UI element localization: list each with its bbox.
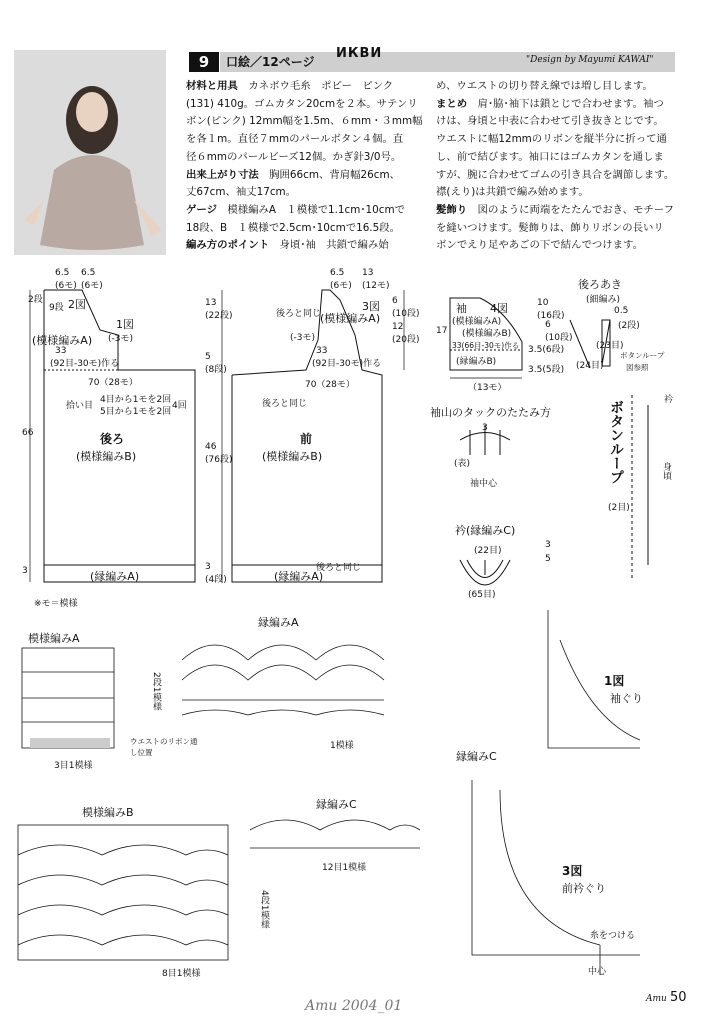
button-loop-diagram xyxy=(632,395,648,580)
back-neck-9: 9段 xyxy=(49,303,64,313)
button-loop-title: ボタンループ xyxy=(608,400,624,484)
back-pickup-1: 4目から1モを2回 xyxy=(100,395,172,405)
header-title: 口絵／12ページ xyxy=(226,55,315,69)
back-fig-sub: (-3モ) xyxy=(108,334,133,344)
pattern-b-rows: 4段1模様 xyxy=(259,890,269,929)
sleeve-r6: 6 (10段) xyxy=(545,320,573,343)
front-fig: 3図 xyxy=(362,300,380,313)
fig3-center: 中心 xyxy=(588,967,607,977)
back-opening-s23: (23目) xyxy=(596,341,624,351)
back-opening-s24: (24目) xyxy=(576,361,604,371)
button-loop-body: 身頃 xyxy=(661,462,671,480)
button-loop-eri: 衿 xyxy=(664,395,674,405)
tuck-center: 袖中心 xyxy=(470,479,498,489)
header-logo: ИКВИ xyxy=(336,46,383,61)
front-same-1: 後ろと同じ xyxy=(276,309,322,319)
design-credit: "Design by Mayumi KAWAI" xyxy=(526,55,654,65)
back-pattern-a: (模様編みA) xyxy=(32,334,93,347)
back-top-a: 6.5 (6モ) xyxy=(55,268,77,291)
front-title: 前 xyxy=(300,432,313,446)
tuck-title: 袖山のタックのたたみ方 xyxy=(430,406,551,419)
sleeve-sub: 33(66目-30モ)作る xyxy=(452,341,520,350)
back-opening-title: 後ろあき xyxy=(578,278,622,291)
back-top-b: 6.5 (6モ) xyxy=(81,268,103,291)
fig3-edge: 縁編みC xyxy=(456,750,497,763)
back-pickup: 拾い目 xyxy=(66,401,94,411)
footer-brand: Amu xyxy=(646,994,667,1004)
collar-s65: (65目) xyxy=(468,590,496,600)
fig3-title: 3図 xyxy=(562,864,583,878)
back-opening-ref: 図参照 xyxy=(626,363,649,372)
button-loop-s2: (2目) xyxy=(608,503,630,513)
fig3-sub: 前衿ぐり xyxy=(562,882,606,895)
front-right-a: 6 (10段) xyxy=(392,296,420,319)
pattern-a-repeat: 3目1模様 xyxy=(54,761,93,771)
front-h5: 5 (8段) xyxy=(205,352,227,375)
instructions-right: め、ウエストの切り替え線では増し目します。 まとめ 肩･脇･袖下は鎖とじで合わせます。袖つ けは、身頃と中表に合わせて引き抜きとじです。 ウエストに幅12mmのリボンを縦半分に折って通 し、前で結びます。袖口にはゴムカタンを通しま すが、腕に合わせてゴムの引き具合を調節します。 襟(えり)は共鎖で編み始めます。 髪飾り 図のように両端をたたんでおき、モチーフ を縫いつけます。髪飾りは、飾りリボンの長いリ ボンでえり足やあごの下で結んでつけます。 xyxy=(436,80,675,252)
sleeve-width: （13モ） xyxy=(468,383,507,393)
pattern-a-title: 模様編みA xyxy=(28,632,80,645)
pattern-b-repeat: 8目1模様 xyxy=(162,969,201,979)
front-same-3: 後ろと同じ xyxy=(316,563,362,573)
front-top-a: 6.5 (6モ) xyxy=(330,268,352,291)
sleeve-r35b: 3.5(5段) xyxy=(528,365,565,375)
back-hem-h: 3 xyxy=(22,566,28,576)
front-body-h: 46 (76段) xyxy=(205,442,233,465)
pattern-a-rows: 2段1模様 xyxy=(151,672,161,711)
sleeve-pattern-a: (模様編みA) xyxy=(452,317,502,327)
edge-a-chart xyxy=(182,645,384,715)
front-pattern-a: (模様編みA) xyxy=(320,312,381,325)
page-number: 50 xyxy=(670,990,687,1005)
back-hem: (縁編みA) xyxy=(90,570,140,583)
fig3-chart xyxy=(472,780,640,975)
back-opening-sub: (細編み) xyxy=(586,295,621,305)
front-h3: 3 (4段) xyxy=(205,562,227,585)
sleeve-r35a: 3.5(6段) xyxy=(528,345,565,355)
collar-title: 衿(縁編みC) xyxy=(455,524,516,537)
instructions-left: 材料と用具 カネボウ毛糸 ポピー ピンク (131) 410g。ゴムカタン20cmを２本。サテンリ ボン(ピンク) 12mm幅を1.5m、６mm・３mm幅 を各１m。直径７mmのパールボタン４個。直 径６mmのパールビーズ12個。かぎ針3/0号。 出来上がり寸法 胸囲66cm、背肩幅26cm、 丈67cm、袖丈17cm。 ゲージ 模様編みA １模様で1.1cm･10cmで 18段、B １模様で2.5cm･10cmで16.5段。 編み方のポイント 身頃･袖 共鎖で編み始 xyxy=(186,80,423,252)
sleeve-title: 袖 xyxy=(456,302,467,315)
footer-mark: Amu 2004_01 xyxy=(305,998,403,1014)
edge-c-title: 縁編みC xyxy=(316,798,357,811)
pattern-b-title: 模様編みB xyxy=(82,806,134,819)
sleeve-height: 17 xyxy=(436,326,448,336)
back-yoke-sub: (92目-30モ)作る xyxy=(50,359,120,369)
edge-a-repeat: 1模様 xyxy=(330,741,354,751)
sleeve-pattern-b: (模様編みB) xyxy=(462,329,512,339)
back-opening-loop: ボタンループ xyxy=(620,351,665,360)
front-top-b: 13 (12モ) xyxy=(362,268,390,291)
back-pattern-b: (模様編みB) xyxy=(76,450,137,463)
note: ※モ＝模様 xyxy=(34,599,78,609)
front-yoke-sub: (92目-30モ)作る xyxy=(312,359,382,369)
sleeve-fig: 4図 xyxy=(490,302,508,315)
back-width: 70（28モ） xyxy=(88,378,138,388)
collar-diagram xyxy=(460,560,510,585)
front-fig-sub: (-3モ) xyxy=(290,333,315,343)
collar-r3: 3 xyxy=(545,540,551,550)
back-pickup-2: 5目から1モを2回 xyxy=(100,407,172,417)
collar-s22: (22目) xyxy=(474,546,502,556)
collar-r5: 5 xyxy=(545,554,551,564)
sleeve-r10: 10 (16段) xyxy=(537,298,565,321)
back-neck-fig: 2図 xyxy=(68,298,86,311)
tuck-omote: (表) xyxy=(454,459,471,469)
fig3-yarn: 糸をつける xyxy=(590,931,636,941)
back-opening-d05: 0.5 xyxy=(614,306,629,316)
front-pattern-b: (模様編みB) xyxy=(262,450,323,463)
fig1-sub: 袖ぐり xyxy=(610,692,643,705)
back-yoke: 33 xyxy=(55,346,67,356)
front-same-2: 後ろと同じ xyxy=(262,399,308,409)
front-yoke: 33 xyxy=(316,346,328,356)
fig1-title: 1図 xyxy=(604,674,625,688)
sleeve-hem: (縁編みB) xyxy=(456,357,497,367)
edge-a-title: 縁編みA xyxy=(258,616,299,629)
front-width: 70（28モ） xyxy=(305,380,355,390)
tuck-n3: 3 xyxy=(482,423,488,433)
edge-c-chart xyxy=(250,820,420,848)
back-opening-d2: (2段) xyxy=(618,321,640,331)
fig1-chart xyxy=(548,610,640,748)
pattern-a-chart xyxy=(22,648,114,748)
back-pickup-n: 4回 xyxy=(172,401,187,411)
front-right-b: 12 (20段) xyxy=(392,322,420,345)
pattern-b-chart xyxy=(18,825,228,960)
back-title: 後ろ xyxy=(100,432,125,446)
edge-c-repeat: 12目1模様 xyxy=(322,863,367,873)
pattern-a-ribbon: ウエストのリボン通し位置 xyxy=(130,737,198,757)
front-shoulder-h: 13 (22段) xyxy=(205,298,233,321)
front-hem: (縁編みA) xyxy=(274,570,324,583)
back-neck-dan: 2段 xyxy=(28,295,43,305)
back-height: 66 xyxy=(22,428,34,438)
back-fig: 1図 xyxy=(116,318,134,331)
pattern-number: 9 xyxy=(189,52,219,72)
